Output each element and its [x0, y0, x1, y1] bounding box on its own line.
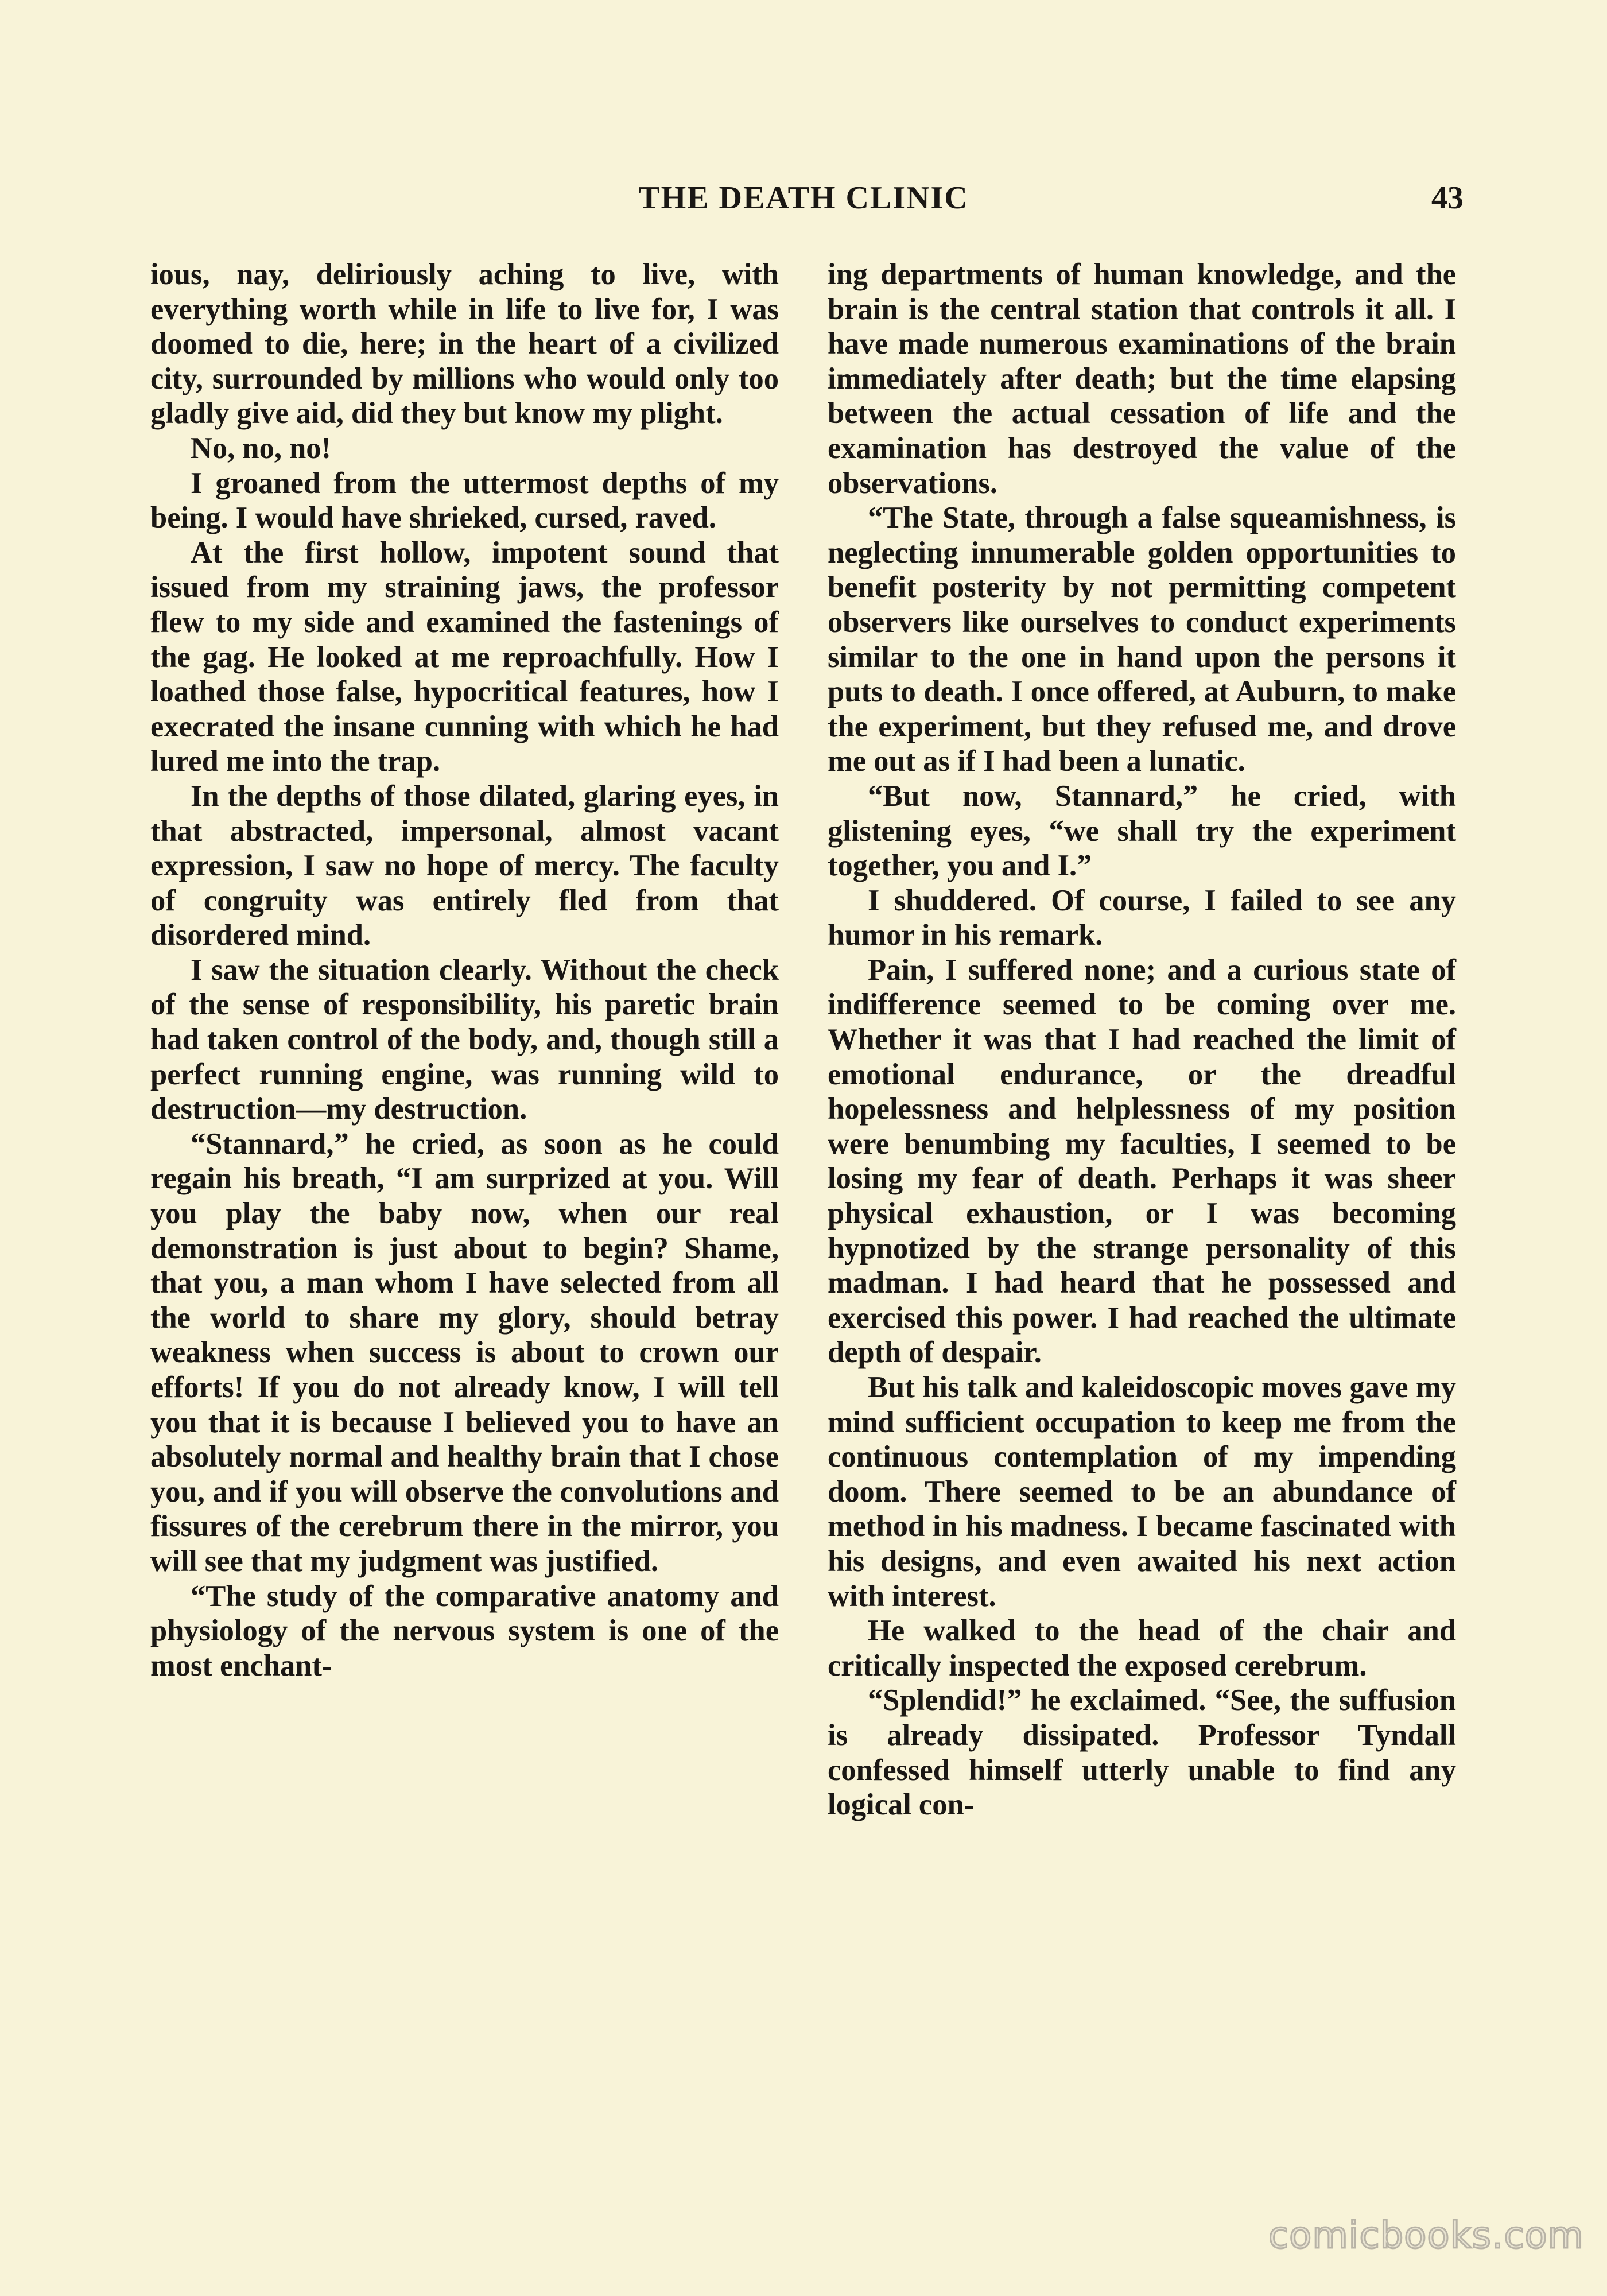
paragraph: I shuddered. Of course, I failed to see any humor in his remark.	[828, 883, 1456, 952]
left-column	[150, 257, 779, 1683]
paragraph: He walked to the head of the chair and critically inspected the exposed cerebrum.	[828, 1614, 1456, 1682]
paragraph: I groaned from the uttermost depths of my being. I would have shrieked, cursed, raved.	[150, 466, 779, 535]
paragraph: Pain, I suffered none; and a curious state of indifference seemed to be coming over me. Whether it was that I had reached the limit of emotional endurance, or the dreadful hopelessness and helplessness of my position were benumbing my faculties, I seemed to be losing my fear of death. Perhaps it was sheer physical exhaustion, or I was becoming hypnotized by the strange personality of this madman. I had heard that he possessed and exercised this power. I had reached the ultimate depth of despair.	[828, 953, 1456, 1370]
paragraph: “The study of the comparative anatomy and physiology of the nervous system is one of the most enchant-	[150, 1579, 779, 1682]
paragraph: But his talk and kaleidoscopic moves gave my mind sufficient occupation to keep me from the continuous contemplation of my impending doom. There seemed to be an abundance of method in his madness. I became fascinated with his designs, and even awaited his next action with interest.	[828, 1371, 1456, 1613]
paragraph: “The State, through a false squeamishness, is neglecting innumerable golden opportunities to benefit posterity by not permitting competent observers like ourselves to conduct experiments similar to the one in hand upon the persons it puts to death. I once offered, at Auburn, to make the experiment, but they refused me, and drove me out as if I had been a lunatic.	[828, 501, 1456, 778]
paragraph: “But now, Stannard,” he cried, with glistening eyes, “we shall try the experiment together, you and I.”	[828, 779, 1456, 883]
right-column	[828, 257, 1456, 1822]
paragraph: At the first hollow, impotent sound that issued from my straining jaws, the professor flew to my side and examined the fastenings of the gag. He looked at me reproachfully. How I loathed those false, hypocritical features, how I execrated the insane cunning with which he had lured me into the trap.	[150, 536, 779, 778]
running-title: THE DEATH CLINIC	[638, 180, 969, 216]
paragraph: I saw the situation clearly. Without the check of the sense of responsibility, his paretic brain had taken control of the body, and, though still a perfect running engine, was running wild to destruction—my destruction.	[150, 953, 779, 1126]
paragraph: No, no, no!	[191, 431, 332, 465]
paragraph: ing departments of human knowledge, and the brain is the central station that controls it all. I have made numerous examinations of the brain immediately after death; but the time elapsing between the actual cessation of life and the examination has destroyed the value of the observations.	[828, 258, 1456, 500]
paragraph: ious, nay, deliriously aching to live, with everything worth while in life to live for, I was doomed to die, here; in the heart of a civilized city, surrounded by millions who would only too gladly give aid, did they but know my plight.	[150, 258, 779, 430]
paragraph: In the depths of those dilated, glaring eyes, in that abstracted, impersonal, almost vacant expression, I saw no hope of mercy. The faculty of congruity was entirely fled from that disordered mind.	[150, 779, 779, 952]
page-number: 43	[1431, 180, 1464, 216]
watermark: comicbooks.com	[1268, 2214, 1584, 2257]
paragraph: “Splendid!” he exclaimed. “See, the suffusion is already dissipated. Professor Tyndall confessed himself utterly unable to find any logical con-	[828, 1684, 1456, 1822]
paragraph: “Stannard,” he cried, as soon as he could regain his breath, “I am surprized at you. Will you play the baby now, when our real demonstration is just about to begin? Shame, that you, a man whom I have selected from all the world to share my glory, should betray weakness when success is about to crown our efforts! If you do not already know, I will tell you that it is because I believed you to have an absolutely normal and healthy brain that I chose you, and if you will observe the convolutions and fissures of the cerebrum there in the mirror, you will see that my judgment was justified.	[150, 1127, 779, 1578]
running-head	[0, 175, 1607, 221]
